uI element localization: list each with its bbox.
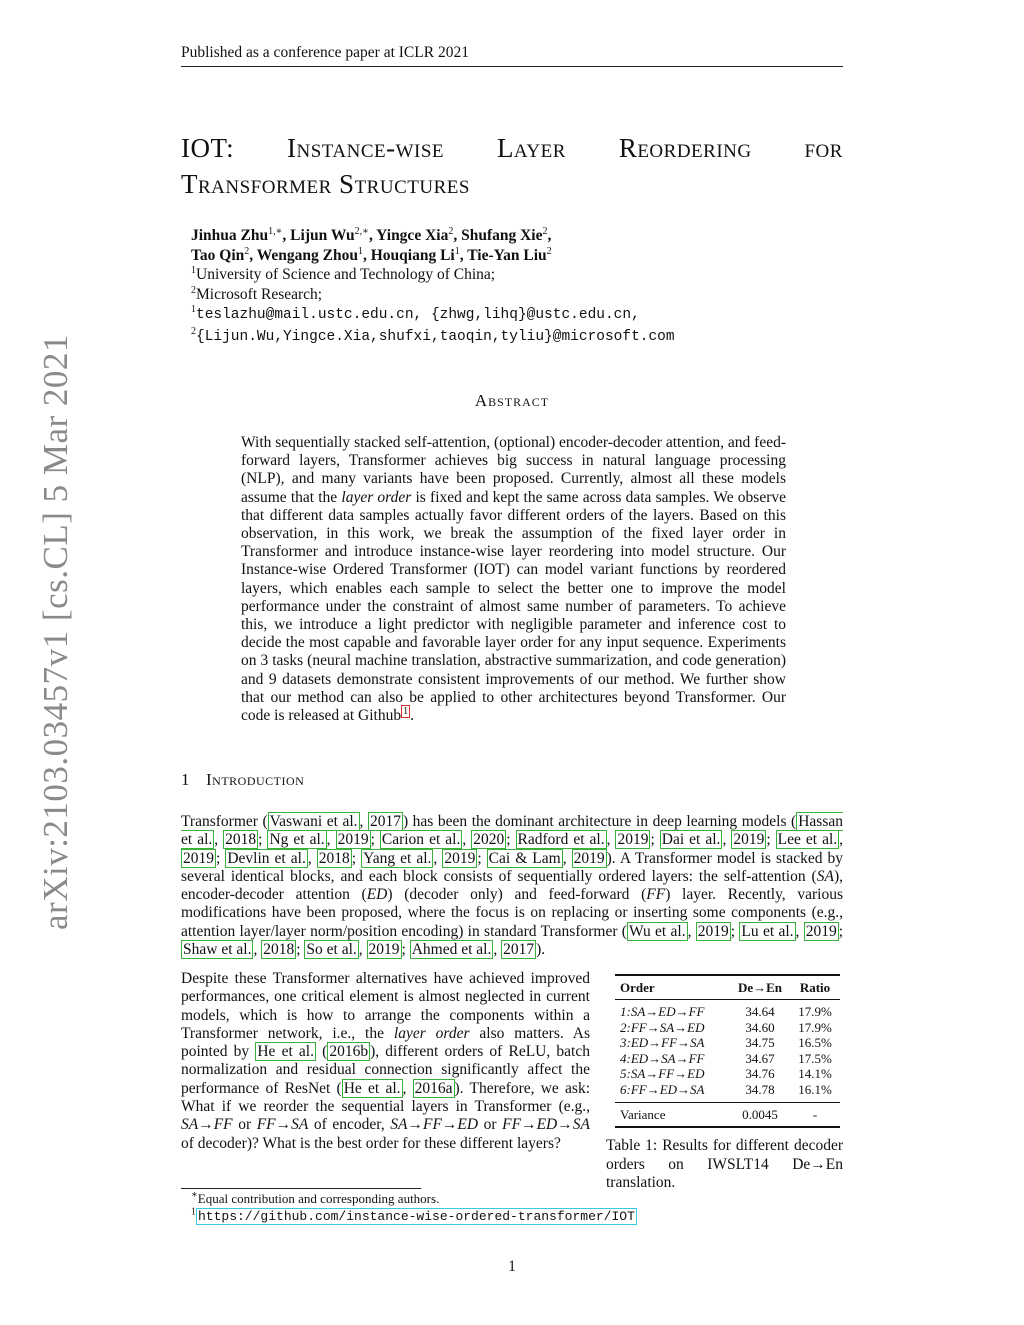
page-number: 1 [508, 1258, 516, 1275]
table-header-cell: De→En [737, 979, 783, 995]
citation-link[interactable]: Wu et al. [628, 922, 686, 940]
affiliation-2: $^2$Microsoft Research; [191, 284, 323, 303]
citation-link[interactable]: Lee et al. [777, 831, 838, 849]
citation-link[interactable]: Lu et al. [741, 922, 794, 940]
citation-link[interactable]: 2018 [225, 831, 257, 849]
github-link[interactable]: https://github.com/instance-wise-ordered-transformer/IOT [198, 1209, 635, 1224]
abstract-body: With sequentially stacked self-attention, (optional) encoder-decoder attention, and feed-forward layers, Transformer achieves big success in natural language processing (NLP), and many variants have been proposed. Currently, almost all these models assume that the layer order is fixed and kept the same across data samples. We observe that different data samples actually favor different orders of the layers. Based on this observation, in this work, we break the assumption of the fixed layer order in Transformer and introduce instance-wise layer reordering into model structure. Our Instance-wise Ordered Transformer (IOT) can model variant functions by reordered layers, which enables each sample to select the better one to improve the model performance under the constraint of almost same number of parameters. To achieve this, we introduce a light predictor with negligible parameter and inference cost to decide the most capable and favorable layer order for any input sequence. Experiments on 3 tasks (neural machine translation, abstractive summarization, and code generation) and 9 datasets demonstrate consistent improvements of our method. We further show that our method can also be applied to other architectures beyond Transformer. Our code is released at Github $^1$ . [241, 434, 787, 725]
paper-title [181, 130, 843, 202]
author-line-1: Jinhua Zhu$^{1,∗}$, Lijun $Wu^{2,∗}$, Yingce Xia$^2$, Shufang Xie$^2$, [191, 225, 552, 244]
title-word: Layer [496, 133, 566, 163]
table-row: 6:FF→ED→SA 34.78 16.1% [620, 1082, 832, 1098]
citation-link[interactable]: 2019 [573, 849, 605, 867]
citation-link[interactable]: He et al. [343, 1079, 401, 1097]
section-heading: 1 Introduction [181, 770, 305, 789]
table-row: 5:SA→FF→ED 34.76 14.1% [620, 1066, 832, 1082]
table-caption: Table 1: Results for different decoder orders on IWSLT14 De→En translation. [606, 1137, 843, 1191]
citation-link[interactable]: 2019 [733, 831, 765, 849]
footnote-1: ∗Equal contribution and corresponding authors. [191, 1189, 440, 1206]
table-header-cell: Ratio [799, 979, 831, 995]
wrap-paragraph: Despite these Transformer alternatives have achieved improved performances, one critical element is almost neglected in current models, which is how to arrange the components within a Transformer network, i.e., the layer order also matters. As pointed by He et al. ( 2016b ), different orders of ReLU, batch normalization and residual connection significantly affect the performance of ResNet ( He et al. , 2016a ). Therefore, we ask: What if we reorder the sequential layers in Transformer (e.g., SA→FF or FF→SA of encoder, SA→FF→ED or FF→ED→SA of decoder)? What is the best order for these different layers? [181, 970, 591, 1152]
footnotes [191, 1190, 637, 1225]
table-row: 4:ED→SA→FF 34.67 17.5% [620, 1050, 832, 1066]
citation-link[interactable]: 2018 [318, 849, 350, 867]
citation-link[interactable]: Ahmed et al. [411, 941, 492, 959]
citation-link[interactable]: Cai & Lam [488, 849, 561, 867]
citation-link[interactable]: So et al. [306, 941, 357, 959]
arxiv-stamp: arXiv:2103.03457v1 [cs.CL] 5 Mar 2021 [36, 334, 75, 930]
table-bottom-rule [615, 1126, 840, 1128]
title-word: IOT: [181, 133, 235, 163]
citation-link[interactable]: Carion et al. [381, 831, 461, 849]
affiliation-1: $^1$University of Science and Technology of China; [191, 264, 496, 283]
table-row: 3:ED→FF→SA 34.75 16.5% [620, 1035, 832, 1051]
table-body [615, 1000, 840, 1102]
citation-link[interactable]: 2020 [473, 831, 505, 849]
citation-link[interactable]: 2019 [444, 849, 476, 867]
citation-link[interactable]: 2019 [183, 849, 214, 867]
intro-paragraph: Transformer ( Vaswani et al. , 2017 ) has been the dominant architecture in deep learning models ( Hassan et al. , 2018 ; Ng et al. , 2019 ; Carion et al. , 2020 ; Radford et al. , 2019 ; Dai et al. , 2019 ; Lee et al. , 2019 ; Devlin et al. , 2018 ; Yang et al. , 2019 ; Cai & Lam , 2019 ). A Transformer model is stacked by several identical blocks, and each block consists of sequentially ordered layers: the self-attention (SA), encoder-decoder attention (ED) (decoder only) and feed-forward (FF) layer. Recently, various modifications have been proposed, where the focus is on replacing or inserting some components (e.g., attention layer/layer norm/position encoding) in standard Transformer ( Wu et al. , 2019 ; Lu et al. , 2019 ; Shaw et al. , 2018 ; So et al. , 2019 ; Ahmed et al. , 2017 ). [181, 813, 844, 959]
citation-link[interactable]: 2017 [503, 941, 535, 959]
citation-link[interactable]: Devlin et al. [227, 849, 306, 867]
header-rule [181, 66, 843, 67]
citation-link[interactable]: 2016b [329, 1043, 369, 1061]
title-line-2: Transformer Structures [181, 169, 470, 199]
citation-link[interactable]: Shaw et al. [183, 941, 252, 959]
table-row: 2:FF→SA→ED 34.60 17.9% [620, 1019, 832, 1035]
title-word: Reordering [618, 133, 752, 163]
email-line-2: $^2${Lijun.Wu,Yingce.Xia,shufxi,taoqin,tyliu}@microsoft.com [191, 325, 675, 345]
citation-link[interactable]: 2019 [337, 831, 369, 849]
citation-link[interactable]: 2019 [805, 922, 837, 940]
citation-link[interactable]: 2019 [697, 922, 729, 940]
citation-link[interactable]: 2019 [368, 941, 400, 959]
footnote-link[interactable]: 1 [403, 705, 409, 717]
citation-link[interactable]: 2016a [414, 1079, 453, 1097]
citation-link[interactable]: Yang et al. [363, 849, 432, 867]
footnote-2: $^1$ https://github.com/instance-wise-ordered-transformer/IOT [191, 1206, 635, 1224]
citation-link[interactable]: Dai et al. [661, 831, 721, 849]
author-block [191, 226, 675, 347]
table-row: 1:SA→ED→FF 34.64 17.9% [620, 1004, 832, 1020]
author-line-2: Tao Qin$^2$, Wengang Zhou$^1$, Houqiang Li$^1$, Tie-Yan Liu$^2$ [191, 245, 552, 264]
title-word: Instance-wise [287, 133, 445, 163]
citation-link[interactable]: Radford et al. [517, 831, 605, 849]
running-header: Published as a conference paper at ICLR 2021 [181, 44, 469, 61]
citation-link[interactable]: 2018 [263, 941, 295, 959]
citation-link[interactable]: 2019 [617, 831, 649, 849]
title-word: for [804, 133, 843, 163]
citation-link[interactable]: 2017 [369, 813, 401, 830]
title-line-1 [181, 130, 843, 166]
table-header-row [615, 976, 840, 1000]
email-line-1: $^1$teslazhu@mail.ustc.edu.cn, {zhwg,lihq}@ustc.edu.cn, [191, 303, 640, 323]
table-header-cell: Order [620, 979, 655, 995]
results-table [615, 974, 840, 1128]
citation-link[interactable]: Ng et al. [269, 831, 325, 849]
citation-link[interactable]: He et al. [257, 1043, 314, 1061]
footnote-rule [181, 1188, 421, 1189]
citation-link[interactable]: Hassan et al. [181, 813, 844, 849]
table-footer-row: Variance 0.0045 - [620, 1106, 818, 1122]
abstract-heading: Abstract [474, 391, 550, 410]
citation-link[interactable]: Vaswani et al. [269, 813, 358, 830]
